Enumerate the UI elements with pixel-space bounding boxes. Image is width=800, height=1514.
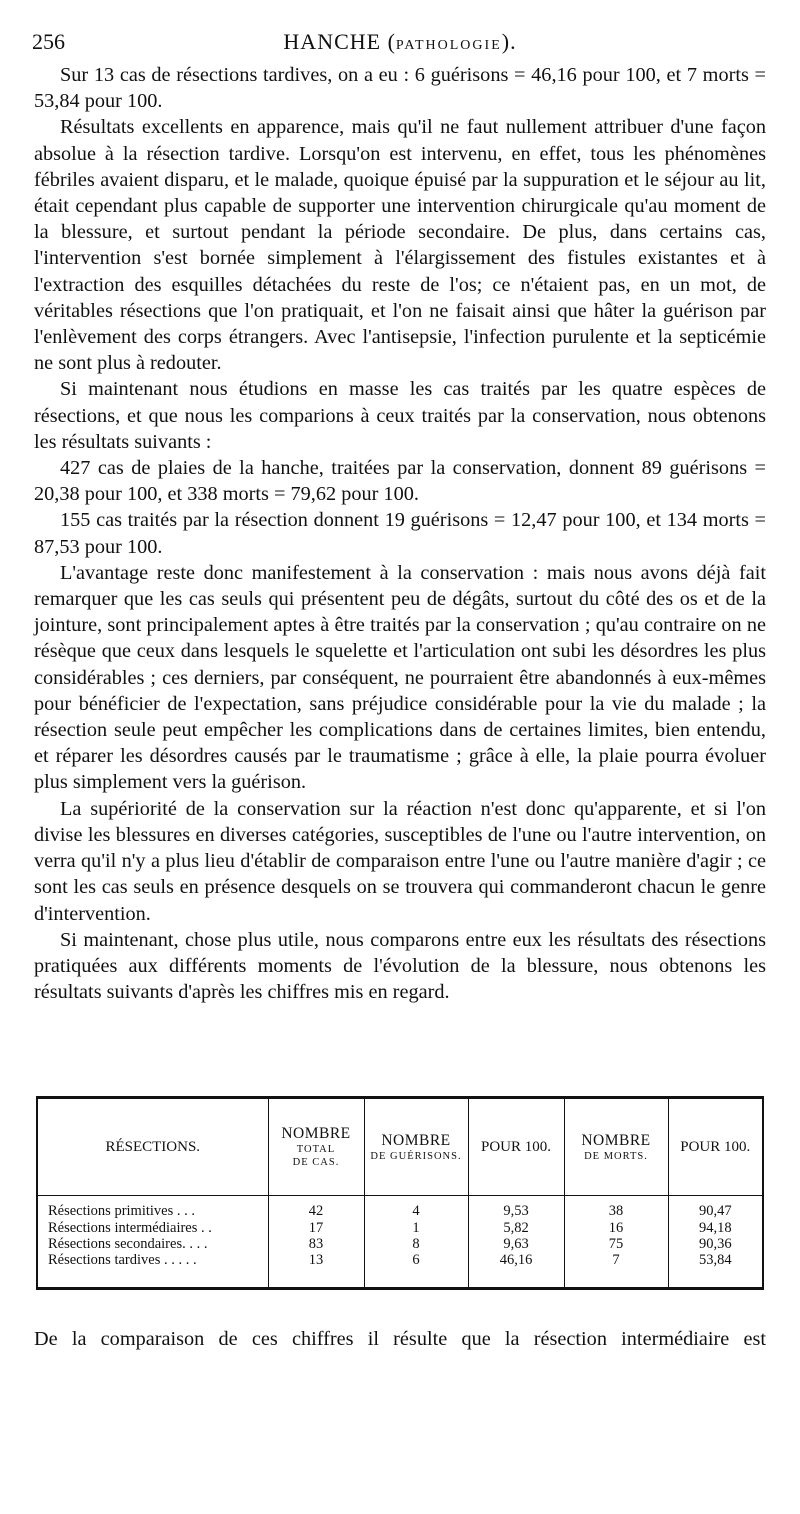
table-header-row <box>38 1099 762 1196</box>
cell-pct-recoveries: 5,82 <box>468 1221 564 1237</box>
cell-recoveries: 4 <box>364 1196 468 1222</box>
body-text <box>34 62 766 1005</box>
cell-deaths: 75 <box>564 1237 668 1253</box>
cell-total: 83 <box>268 1237 364 1253</box>
cell-pct-deaths: 90,36 <box>698 1235 732 1252</box>
page-number: 256 <box>32 29 65 54</box>
running-header <box>32 28 768 56</box>
resections-table-frame <box>36 1096 764 1290</box>
table-row <box>38 1221 762 1237</box>
header-pct-deaths: POUR 100. <box>668 1099 762 1196</box>
paragraph-1: Sur 13 cas de résections tardives, on a eu : 6 guérisons = 46,16 pour 100, et 7 morts = 53,84 pour 100. <box>34 64 766 113</box>
table-row <box>38 1196 762 1222</box>
cell-pct-deaths: 53,84 <box>698 1251 732 1268</box>
resections-table <box>38 1099 762 1287</box>
cell-pct-deaths: 94,18 <box>698 1220 732 1237</box>
paragraph-4: 427 cas de plaies de la hanche, traitées par la conservation, donnent 89 guérisons = 20,38 pour 100, et 338 morts = 79,62 pour 100. <box>34 457 766 506</box>
cell-name: Résections primitives . . . <box>38 1196 268 1222</box>
cell-name: Résections secondaires. . . . <box>38 1237 268 1253</box>
running-title-main: HANCHE ( <box>283 29 396 54</box>
table-row <box>38 1237 762 1253</box>
cell-name: Résections intermédiaires . . <box>38 1221 268 1237</box>
header-deaths: NOMBRE DE MORTS. <box>564 1099 668 1196</box>
paragraph-3: Si maintenant nous étudions en masse les cas traités par les quatre espèces de résections, et que nous les comparions à ceux traités par la conservation, nous obtenons les résultats suivants : <box>34 378 766 453</box>
paragraph-5: 155 cas traités par la résection donnent 19 guérisons = 12,47 pour 100, et 134 morts = 87,53 pour 100. <box>34 509 766 558</box>
cell-total: 42 <box>268 1196 364 1222</box>
running-title-close: ). <box>501 29 517 54</box>
cell-deaths: 38 <box>564 1196 668 1222</box>
cell-name: Résections tardives . . . . . <box>38 1253 268 1287</box>
running-title-subtitle: PATHOLOGIE <box>395 38 502 53</box>
cell-pct-recoveries: 46,16 <box>468 1253 564 1287</box>
paragraph-7: La supériorité de la conservation sur la réaction n'est donc qu'apparente, et si l'on divise les blessures en diverses catégories, susceptibles de l'une ou l'autre intervention, on verra qu'il n'y a plus lieu d'établir de comparaison entre l'une ou l'autre manière d'agir ; ce sont les cas seuls en présence desquels on se trouvera qui commanderont chacun le genre d'intervention. <box>34 797 766 925</box>
cell-deaths: 16 <box>564 1221 668 1237</box>
header-total-cases: NOMBRE TOTAL DE CAS. <box>268 1099 364 1196</box>
paragraph-6: L'avantage reste donc manifestement à la conservation : mais nous avons déjà fait remarquer que les cas seuls qui présentent peu de dégâts, surtout du côté des os et de la jointure, sont principalement aptes à être traités par la conservation ; qu'au contraire on ne résèque que ceux dans lesquels le squelette et l'articulation ont subi les désordres les plus considérables ; ces derniers, par conséquent, ne pourraient être abandonnés à eux-mêmes pour bénéficier de l'expectation, sans préjudice considérable pour la vie du malade ; la résection seule peut empêcher les complications dans de certaines limites, bien entendu, et réparer les désordres causés par le traumatisme ; grâce à elle, la plaie pourra évoluer plus simplement vers la guérison. <box>34 561 766 794</box>
cell-total: 17 <box>268 1221 364 1237</box>
cell-pct-recoveries: 9,53 <box>468 1196 564 1222</box>
cell-recoveries: 1 <box>364 1221 468 1237</box>
cell-recoveries: 8 <box>364 1237 468 1253</box>
header-pct-recoveries: POUR 100. <box>468 1099 564 1196</box>
table-row <box>38 1253 762 1287</box>
header-resections: RÉSECTIONS. <box>38 1099 268 1196</box>
cell-total: 13 <box>268 1253 364 1287</box>
continuation-line: De la comparaison de ces chiffres il résulte que la résection intermédiaire est <box>34 1328 766 1350</box>
cell-pct-recoveries: 9,63 <box>468 1237 564 1253</box>
cell-deaths: 7 <box>564 1253 668 1287</box>
cell-recoveries: 6 <box>364 1253 468 1287</box>
header-recoveries: NOMBRE DE GUÉRISONS. <box>364 1099 468 1196</box>
paragraph-8: Si maintenant, chose plus utile, nous comparons entre eux les résultats des résections pratiquées aux différents moments de l'évolution de la blessure, nous obtenons les résultats suivants d'après les chiffres mis en regard. <box>34 928 766 1004</box>
cell-pct-deaths: 90,47 <box>698 1203 732 1219</box>
paragraph-2: Résultats excellents en apparence, mais qu'il ne faut nullement attribuer d'une façon absolue à la résection tardive. Lorsqu'on est intervenu, en effet, tous les phénomènes fébriles avaient disparu, et le malade, quoique épuisé par la suppuration et le séjour au lit, était cependant plus capable de supporter une intervention chirurgicale qu'au moment de la blessure, et surtout pendant la période secondaire. De plus, dans certains cas, l'intervention s'est bornée simplement à l'élargissement des fistules existantes et à l'extraction des esquilles détachées du reste de l'os; ce n'étaient pas, en un mot, de véritables résections que l'on pratiquait, et l'on ne faisait ainsi que hâter la guérison par l'enlèvement des corps étrangers. Avec l'antisepsie, l'infection purulente et la septicémie ne sont plus à redouter. <box>34 116 766 375</box>
running-title <box>32 28 768 60</box>
